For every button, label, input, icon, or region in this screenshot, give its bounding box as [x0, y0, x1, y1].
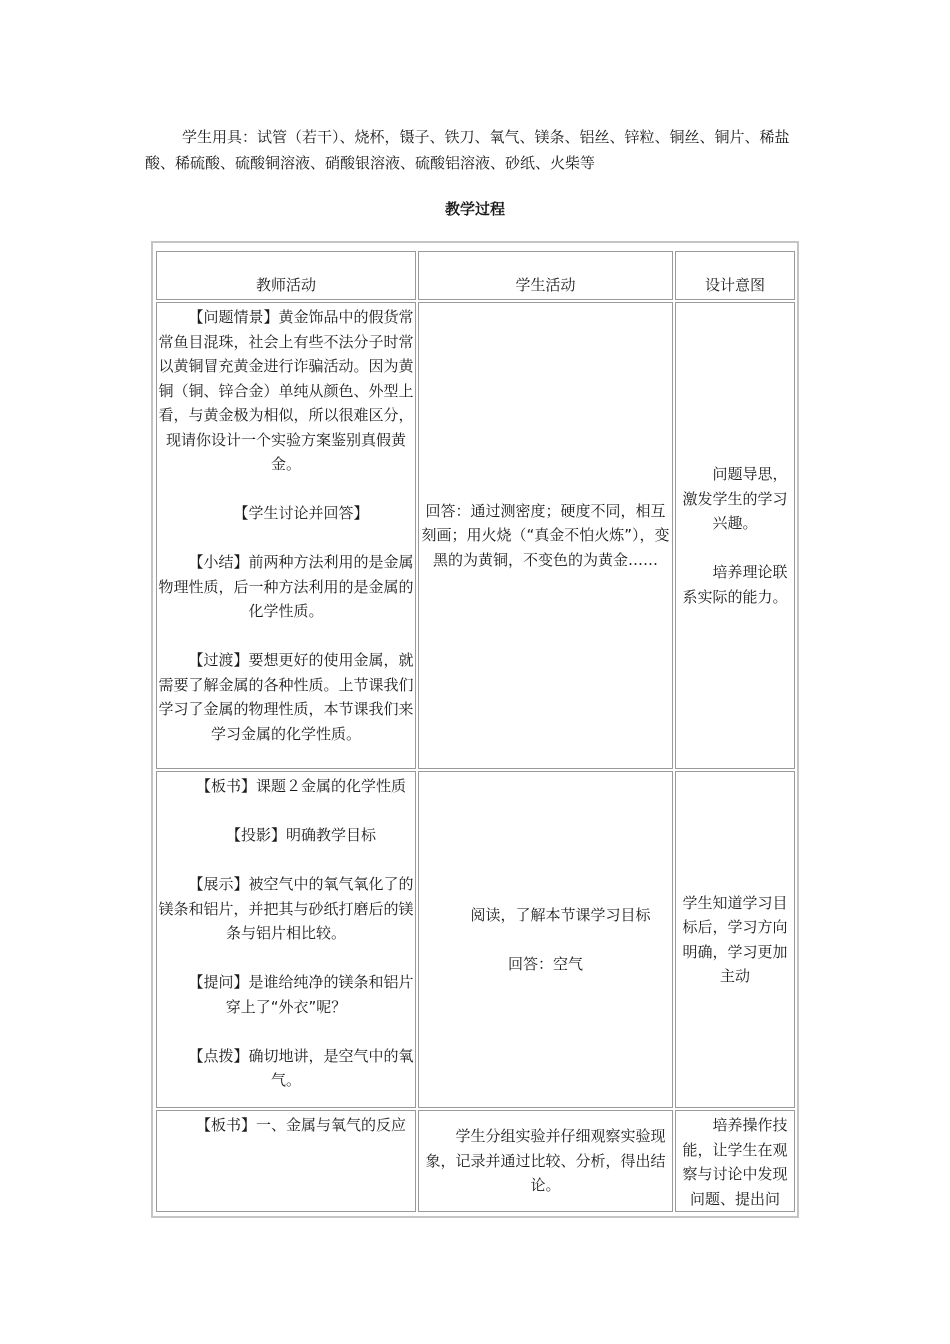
row1-student-answer: 回答：通过测密度；硬度不同，相互刻画；用火烧（“真金不怕火炼”），变黑的为黄铜，不变色的为黄金…… [421, 501, 670, 569]
row3-intent-cell [675, 1110, 795, 1212]
row3-student-cell [418, 1110, 673, 1212]
header-student-activity [418, 251, 673, 300]
row1-intent-cell [675, 302, 795, 769]
row2-student-answer: 回答：空气 [507, 954, 583, 973]
section-title: 教学过程 [444, 200, 505, 218]
row2-student-cell [418, 771, 673, 1108]
header-design-intent-label: 设计意图 [704, 275, 765, 294]
header-design-intent [675, 251, 795, 300]
row2-student-reading: 阅读，了解本节课学习目标 [470, 905, 651, 924]
row3-student-experiment: 学生分组实验并仔细观察实验现象，记录并通过比较、分析，得出结论。 [425, 1127, 666, 1195]
row3-intent-1: 培养操作技能，让学生在观察与讨论中发现问题、提出问 [682, 1116, 788, 1208]
header-student-activity-label: 学生活动 [515, 275, 576, 294]
row1-student-cell [418, 302, 673, 769]
header-teacher-activity-label: 教师活动 [255, 275, 316, 294]
row1-teacher-summary: 【小结】前两种方法利用的是金属物理性质，后一种方法利用的是金属的化学性质。 [158, 553, 414, 620]
row1-teacher-cell [156, 302, 416, 769]
row1-intent-2: 培养理论联系实际的能力。 [682, 563, 788, 606]
row2-teacher-hint: 【点拨】确切地讲，是空气中的氧气。 [188, 1046, 414, 1089]
row2-teacher-display: 【展示】被空气中的氧气氧化了的镁条和铝片，并把其与砂纸打磨后的镁条与铝片相比较。 [158, 875, 414, 942]
row1-teacher-discussion: 【学生讨论并回答】 [233, 504, 369, 522]
header-teacher-activity [156, 251, 416, 300]
student-equipment-label: 学生用具： [182, 128, 258, 146]
row2-teacher-cell [156, 771, 416, 1108]
row2-teacher-question: 【提问】是谁给纯净的镁条和铝片穿上了“外衣”呢？ [188, 973, 414, 1016]
teaching-process-table [151, 241, 799, 1218]
row2-teacher-projection: 【投影】明确教学目标 [225, 826, 376, 844]
row1-teacher-problem-scenario: 【问题情景】黄金饰品中的假货常常鱼目混珠，社会上有些不法分子时常以黄铜冒充黄金进行诈骗活动。因为黄铜（铜、锌合金）单纯从颜色、外型上看，与黄金极为相似，所以很难区分，现请你设计一个实验方案鉴别真假黄金。 [158, 308, 414, 473]
row2-intent-1: 学生知道学习目标后，学习方向明确，学习更加主动 [682, 893, 788, 985]
row3-teacher-cell [156, 1110, 416, 1212]
row2-teacher-board: 【板书】课题２金属的化学性质 [195, 777, 406, 795]
student-equipment-list: 试管（若干）、烧杯，镊子、铁刀、氧气、镁条、铝丝、锌粒、铜丝、铜片、稀盐酸、稀硫酸、硫酸铜溶液、硝酸银溶液、硫酸铝溶液、砂纸、火柴等 [145, 128, 790, 172]
row1-intent-1: 问题导思，激发学生的学习兴趣。 [682, 465, 788, 532]
row2-intent-cell [675, 771, 795, 1108]
row3-teacher-board: 【板书】一、金属与氧气的反应 [195, 1116, 406, 1134]
row1-teacher-transition: 【过渡】要想更好的使用金属，就需要了解金属的各种性质。上节课我们学习了金属的物理性质，本节课我们来学习金属的化学性质。 [158, 651, 414, 743]
student-equipment-paragraph [145, 124, 810, 176]
